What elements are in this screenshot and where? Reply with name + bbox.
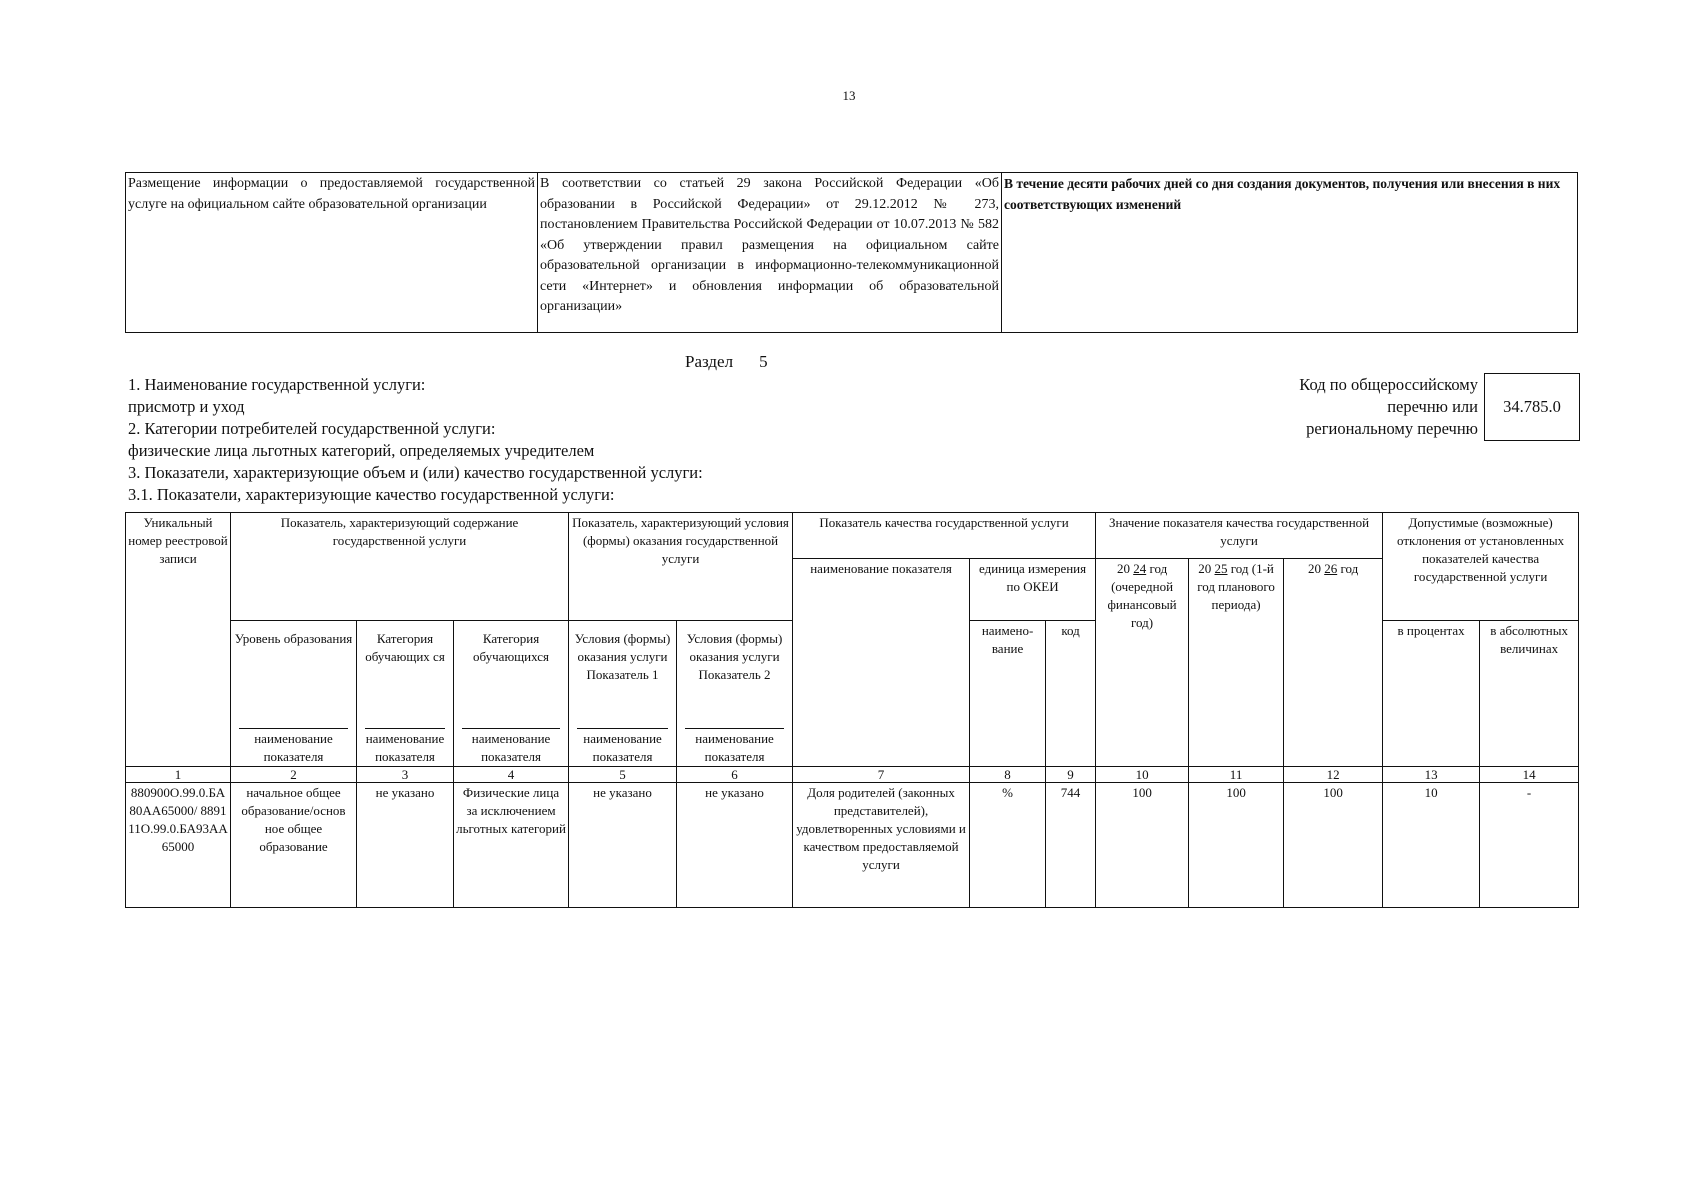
code-value: 34.785.0 [1484,373,1580,441]
cell-indicator: Доля родителей (законных представителей), удовлетворенных условиями и качеством предоставляемой услуги [793,783,970,908]
info-table [125,172,1578,333]
header-deviation: Допустимые (возможные) отклонения от установленных показателей качества государственной услуги [1383,513,1579,621]
consumers-label: 2. Категории потребителей государственной услуги: [128,419,496,438]
cell-condition-2: не указано [677,783,793,908]
quality-label: 3.1. Показатели, характеризующие качество государственной услуги: [128,485,615,504]
service-name-label: 1. Наименование государственной услуги: [128,375,426,394]
info-cell-basis: В соответствии со статьей 29 закона Российской Федерации «Об образовании в Российской Федерации» от 29.12.2012 № 273, постановлением Правительства Российской Федерации от 10.07.2013 № 582 «Об утверждении правил размещения на официальном сайте образовательной организации в информационно-телекоммуникационной сети «Интернет» и обновления информации об образовательной организации» [538,173,1002,333]
cell-category-1: не указано [357,783,454,908]
cell-value-3: 100 [1284,783,1383,908]
header-unit-name: наимено-вание [970,621,1046,767]
column-numbers-row: 1 2 3 4 5 6 7 8 9 10 11 12 13 14 [126,767,1579,783]
table-row [126,783,1579,908]
header-percent: в процентах [1383,621,1480,767]
header-category-1: Категория обучающих ся наименование показателя [357,621,454,767]
cell-absolute: - [1480,783,1579,908]
header-condition-1: Условия (формы) оказания услуги Показатель 1 наименование показателя [569,621,677,767]
section-title [685,352,768,372]
header-unit-code: код [1046,621,1096,767]
cell-percent: 10 [1383,783,1480,908]
header-indicator-name: наименование показателя [793,559,970,767]
header-year-2: 20 25 год (1-й год планового периода) [1189,559,1284,767]
header-absolute: в абсолютных величинах [1480,621,1579,767]
header-unique-number: Уникальный номер реестровой записи [126,513,231,767]
info-cell-name: Размещение информации о предоставляемой государственной услуге на официальном сайте образовательной организации [126,173,538,333]
section-label: Раздел [685,352,734,371]
cell-value-1: 100 [1096,783,1189,908]
cell-condition-1: не указано [569,783,677,908]
consumers: физические лица льготных категорий, определяемых учредителем [128,441,595,460]
cell-registry-id: 880900О.99.0.БА80АА65000/ 889111О.99.0.БА93АА65000 [126,783,231,908]
cell-unit: % [970,783,1046,908]
header-year-1: 20 24 год (очередной финансовый год) [1096,559,1189,767]
cell-value-2: 100 [1189,783,1284,908]
header-level: Уровень образования наименование показателя [231,621,357,767]
header-conditions: Показатель, характеризующий условия (формы) оказания государственной услуги [569,513,793,621]
cell-code: 744 [1046,783,1096,908]
cell-level: начальное общее образование/основ ное общее образование [231,783,357,908]
header-value: Значение показателя качества государственной услуги [1096,513,1383,559]
header-content: Показатель, характеризующий содержание государственной услуги [231,513,569,621]
quality-table [125,512,1579,908]
section-number: 5 [759,352,768,371]
header-year-3: 20 26 год [1284,559,1383,767]
indicators-label: 3. Показатели, характеризующие объем и (или) качество государственной услуги: [128,463,703,482]
header-condition-2: Условия (формы) оказания услуги Показатель 2 наименование показателя [677,621,793,767]
info-cell-term: В течение десяти рабочих дней со дня создания документов, получения или внесения в них соответствующих изменений [1002,173,1578,333]
code-label: Код по общероссийскому перечню или региональному перечню [1299,375,1478,438]
cell-category-2: Физические лица за исключением льготных категорий [454,783,569,908]
header-quality: Показатель качества государственной услуги [793,513,1096,559]
page-number: 13 [842,88,856,103]
header-category-2: Категория обучающихся наименование показателя [454,621,569,767]
header-unit: единица измерения по ОКЕИ [970,559,1096,621]
service-name: присмотр и уход [128,397,245,416]
